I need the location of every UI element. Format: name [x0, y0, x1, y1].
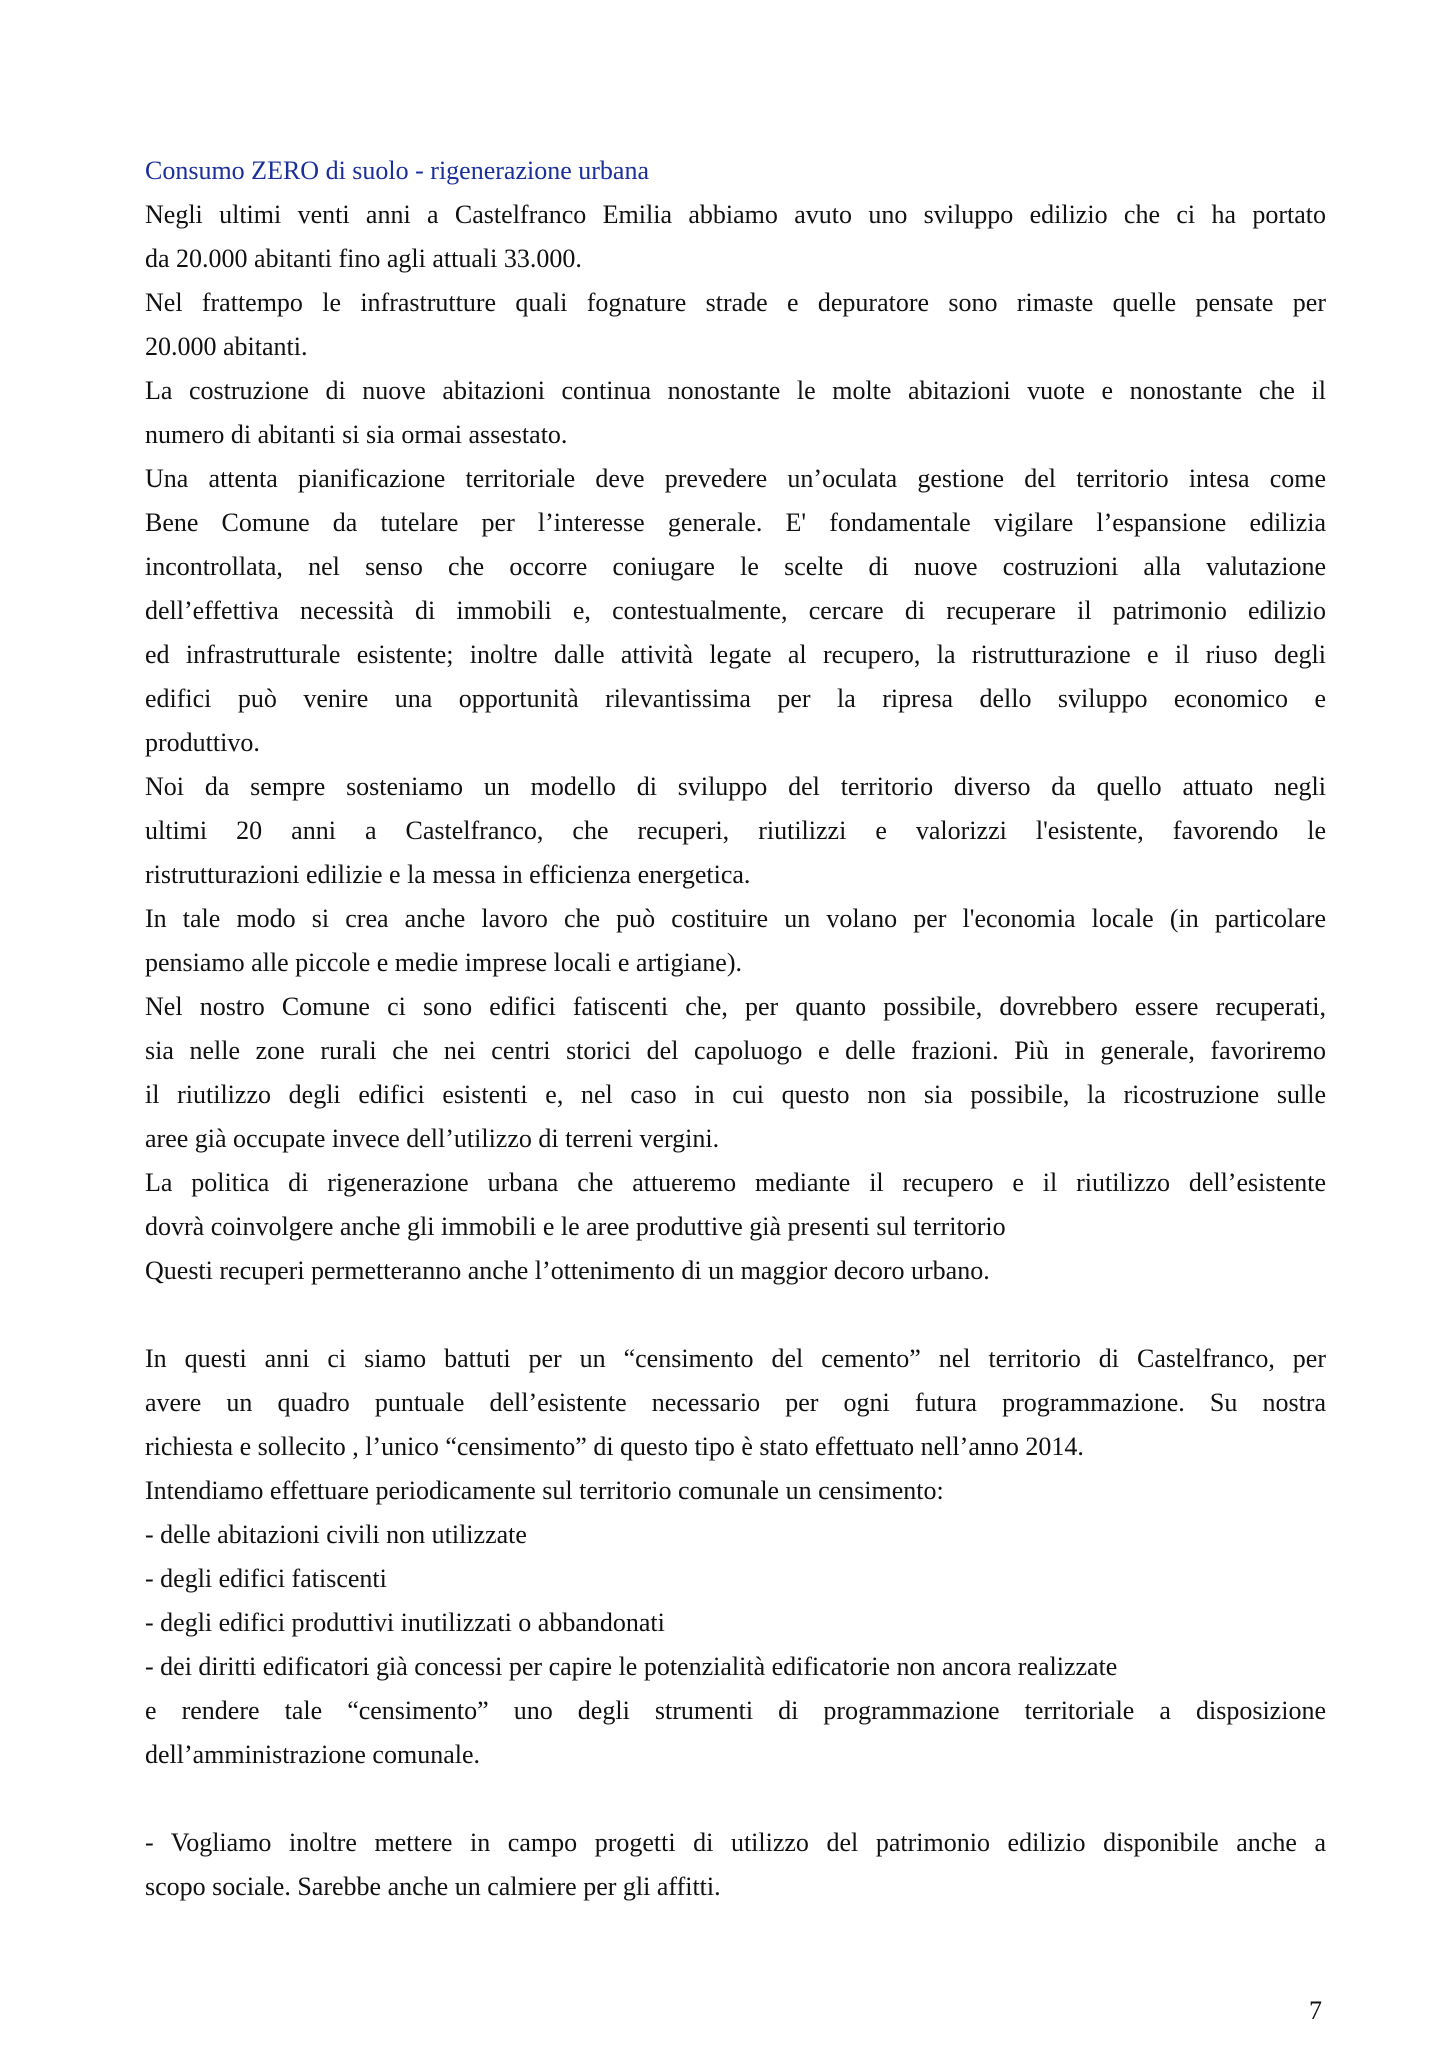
text-line: aree già occupate invece dell’utilizzo di terreni vergini. [145, 1124, 720, 1153]
text-line: ultimi 20 anni a Castelfranco, che recuperi, riutilizzi e valorizzi l'esistente, favorendo le [145, 816, 1326, 845]
text-line: 20.000 abitanti. [145, 332, 308, 361]
text-line: ristrutturazioni edilizie e la messa in efficienza energetica. [145, 860, 751, 889]
text-line: - Vogliamo inoltre mettere in campo progetti di utilizzo del patrimonio edilizio disponibile anche a [145, 1828, 1326, 1857]
text-line: pensiamo alle piccole e medie imprese locali e artigiane). [145, 948, 743, 977]
text-line: Bene Comune da tutelare per l’interesse generale. E' fondamentale vigilare l’espansione edilizia [145, 508, 1326, 537]
text-line: il riutilizzo degli edifici esistenti e, nel caso in cui questo non sia possibile, la ricostruzione sulle [145, 1080, 1326, 1109]
section-heading: Consumo ZERO di suolo - rigenerazione urbana [145, 156, 649, 185]
text-line: ed infrastrutturale esistente; inoltre dalle attività legate al recupero, la ristrutturazione e il riuso degli [145, 640, 1326, 669]
text-line: In tale modo si crea anche lavoro che può costituire un volano per l'economia locale (in particolare [145, 904, 1326, 933]
text-line: incontrollata, nel senso che occorre coniugare le scelte di nuove costruzioni alla valutazione [145, 552, 1326, 581]
text-line: numero di abitanti si sia ormai assestato. [145, 420, 568, 449]
text-line: La costruzione di nuove abitazioni continua nonostante le molte abitazioni vuote e nonostante che il [145, 376, 1326, 405]
text-line: In questi anni ci siamo battuti per un “censimento del cemento” nel territorio di Castelfranco, per [145, 1344, 1326, 1373]
text-line: sia nelle zone rurali che nei centri storici del capoluogo e delle frazioni. Più in generale, favoriremo [145, 1036, 1326, 1065]
text-line: - delle abitazioni civili non utilizzate [145, 1520, 527, 1549]
page-number: 7 [1309, 1996, 1322, 2025]
text-line: Intendiamo effettuare periodicamente sul territorio comunale un censimento: [145, 1476, 944, 1505]
document-body [145, 193, 1326, 1909]
text-line: e rendere tale “censimento” uno degli strumenti di programmazione territoriale a disposizione [145, 1696, 1326, 1725]
paragraph-block [145, 1821, 1326, 1909]
paragraph-block [145, 1337, 1326, 1777]
text-line: Nel frattempo le infrastrutture quali fognature strade e depuratore sono rimaste quelle pensate per [145, 288, 1326, 317]
text-line: - dei diritti edificatori già concessi per capire le potenzialità edificatorie non ancora realizzate [145, 1652, 1118, 1681]
text-line: - degli edifici fatiscenti [145, 1564, 387, 1593]
text-line: edifici può venire una opportunità rilevantissima per la ripresa dello sviluppo economico e [145, 684, 1326, 713]
paragraph-block [145, 193, 1326, 1293]
text-line: avere un quadro puntuale dell’esistente necessario per ogni futura programmazione. Su nostra [145, 1388, 1326, 1417]
text-line: dovrà coinvolgere anche gli immobili e le aree produttive già presenti sul territorio [145, 1212, 1006, 1241]
text-line: da 20.000 abitanti fino agli attuali 33.000. [145, 244, 582, 273]
text-line: - degli edifici produttivi inutilizzati o abbandonati [145, 1608, 665, 1637]
text-line: Una attenta pianificazione territoriale deve prevedere un’oculata gestione del territorio intesa come [145, 464, 1326, 493]
text-line: scopo sociale. Sarebbe anche un calmiere per gli affitti. [145, 1872, 721, 1901]
text-line: richiesta e sollecito , l’unico “censimento” di questo tipo è stato effettuato nell’anno 2014. [145, 1432, 1084, 1461]
text-line: La politica di rigenerazione urbana che attueremo mediante il recupero e il riutilizzo dell’esistente [145, 1168, 1326, 1197]
text-line: produttivo. [145, 728, 260, 757]
text-line: dell’amministrazione comunale. [145, 1740, 480, 1769]
text-line: Nel nostro Comune ci sono edifici fatiscenti che, per quanto possibile, dovrebbero essere recuperati, [145, 992, 1326, 1021]
text-line: Questi recuperi permetteranno anche l’ottenimento di un maggior decoro urbano. [145, 1256, 990, 1285]
text-line: Negli ultimi venti anni a Castelfranco Emilia abbiamo avuto uno sviluppo edilizio che ci ha portato [145, 200, 1326, 229]
document-page [145, 149, 1326, 1909]
text-line: dell’effettiva necessità di immobili e, contestualmente, cercare di recuperare il patrimonio edilizio [145, 596, 1326, 625]
text-line: Noi da sempre sosteniamo un modello di sviluppo del territorio diverso da quello attuato negli [145, 772, 1326, 801]
